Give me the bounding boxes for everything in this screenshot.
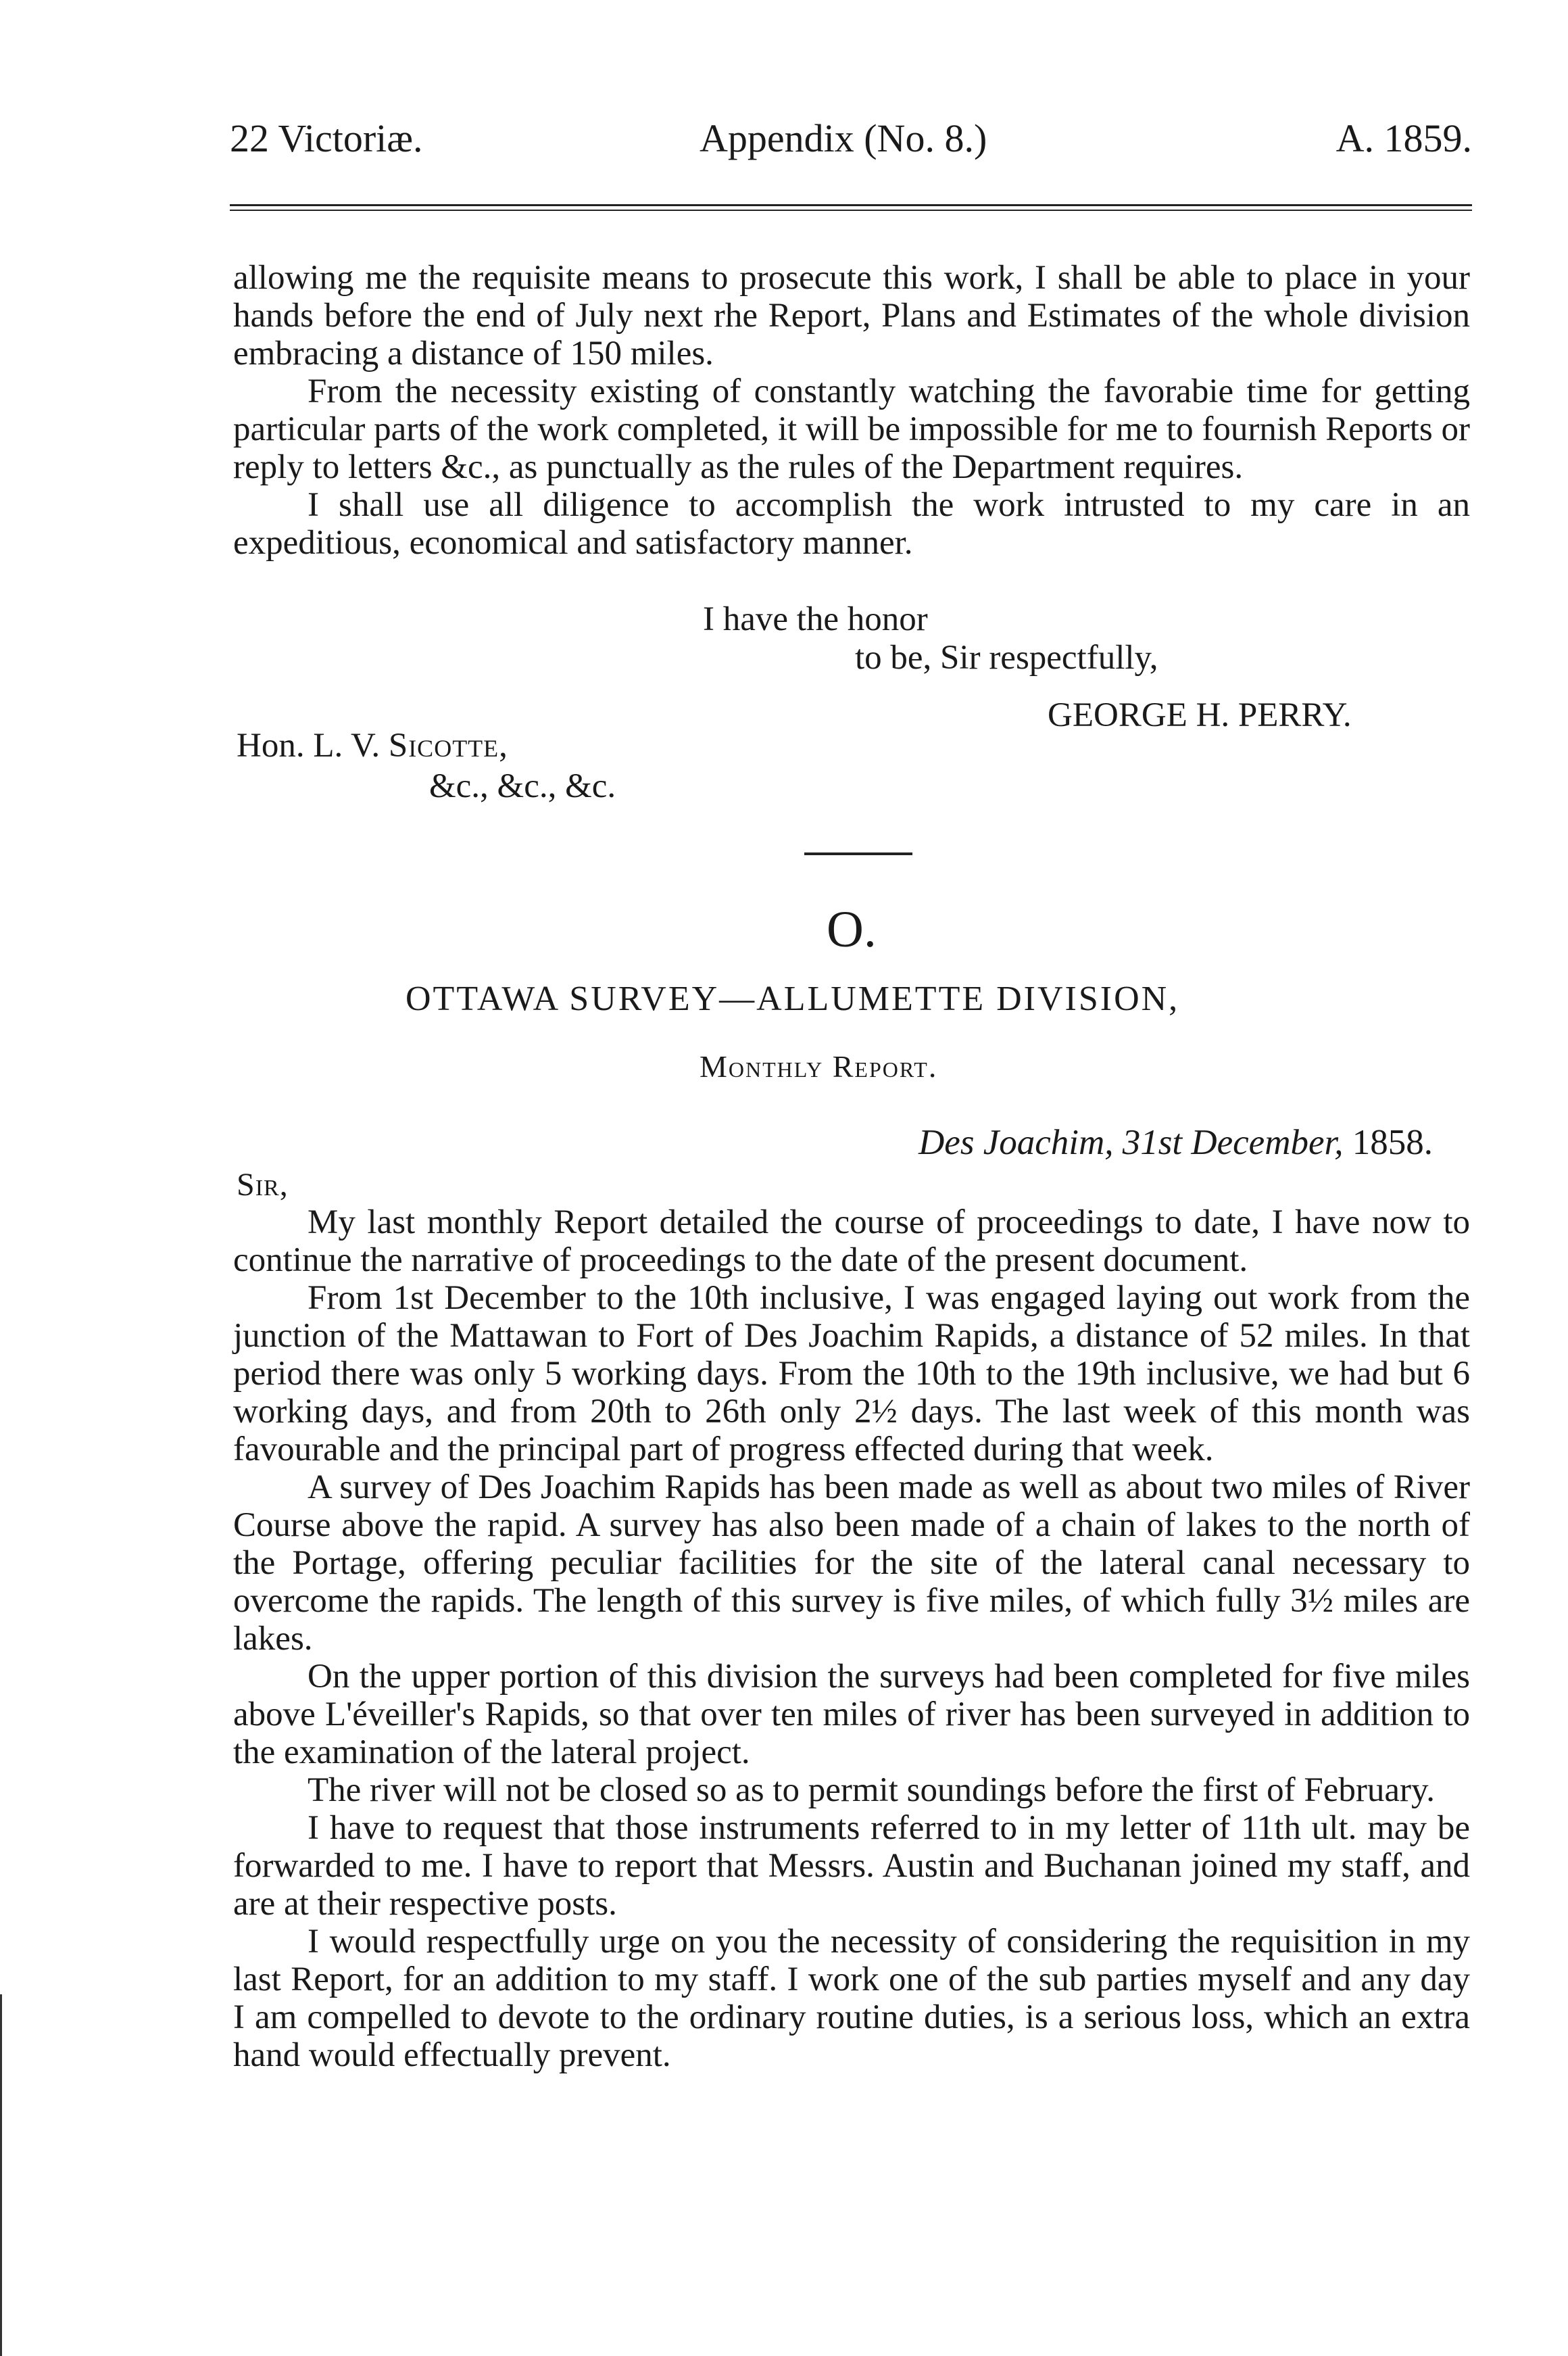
letter1-body <box>233 259 1470 562</box>
letter2-body <box>233 1203 1470 2074</box>
section-title: OTTAWA SURVEY—ALLUMETTE DIVISION, <box>406 980 1180 1018</box>
section-subtitle: Monthly Report. <box>700 1049 938 1084</box>
scan-edge-line <box>0 1994 2 2356</box>
letter2-paragraph: From 1st December to the 10th inclusive, I was engaged laying out work from the junction of the Mattawan to Fort of Des Joachim Rapids, a distance of 52 miles. In that period there was only 5 working days. From the 10th to the 19th inclusive, we had but 6 working days, and from 20th to 26th only 2½ days. The last week of this month was favourable and the principal part of progress effected during that week. <box>233 1279 1470 1468</box>
addressee-etc: &c., &c., &c. <box>429 767 616 805</box>
letter2-paragraph: I would respectfully urge on you the necessity of considering the requisition in my last Report, for an addition to my staff. I work one of the sub parties myself and any day I am compelled to devote to the ordinary routine duties, is a serious loss, which an extra hand would effectually prevent. <box>233 1923 1470 2074</box>
dateline-day: 31st December, <box>1122 1123 1344 1162</box>
letter1-paragraph: I shall use all diligence to accomplish the work intrusted to my care in an expeditious, economical and satisfactory manner. <box>233 486 1470 562</box>
header-appendix: Appendix (No. 8.) <box>700 116 987 160</box>
closing-honor: I have the honor <box>703 600 928 638</box>
letter1-paragraph: allowing me the requisite means to prosecute this work, I shall be able to place in your hands before the end of July next rhe Report, Plans and Estimates of the whole division embracing a distance of 150 miles. <box>233 259 1470 372</box>
addressee-prefix: Hon. L. V. <box>237 727 389 765</box>
letter1-paragraph: From the necessity existing of constantly watching the favorabie time for getting particular parts of the work completed, it will be impossible for me to fournish Reports or reply to letters &c., as punctually as the rules of the Department requires. <box>233 372 1470 486</box>
addressee-name: Sicotte, <box>388 727 508 765</box>
salutation: Sir, <box>237 1167 289 1203</box>
signature: GEORGE H. PERRY. <box>1048 696 1352 734</box>
header-year: A. 1859. <box>1336 116 1472 160</box>
section-letter: O. <box>827 901 877 958</box>
dateline-year: 1858. <box>1352 1123 1433 1162</box>
addressee-line <box>237 727 508 765</box>
letter2-paragraph: On the upper portion of this division the surveys had been completed for five miles above L'éveiller's Rapids, so that over ten miles of river has been surveyed in addition to the examination of the lateral project. <box>233 1658 1470 1771</box>
letter2-paragraph: A survey of Des Joachim Rapids has been made as well as about two miles of River Course above the rapid. A survey has also been made of a chain of lakes to the north of the Portage, offering peculiar facilities for the site of the lateral canal necessary to overcome the rapids. The length of this survey is five miles, of which fully 3½ miles are lakes. <box>233 1468 1470 1658</box>
dateline <box>918 1122 1433 1163</box>
section-divider <box>804 852 912 855</box>
closing-respectfully: to be, Sir respectfully, <box>855 639 1158 677</box>
dateline-place: Des Joachim, <box>918 1123 1114 1162</box>
running-header <box>230 108 1472 169</box>
letter2-paragraph: I have to request that those instruments referred to in my letter of 11th ult. may be forwarded to me. I have to report that Messrs. Austin and Buchanan joined my staff, and are at their respective posts. <box>233 1809 1470 1923</box>
header-double-rule <box>230 204 1472 211</box>
letter2-paragraph: The river will not be closed so as to permit soundings before the first of February. <box>308 1771 1435 1809</box>
letter2-paragraph: My last monthly Report detailed the course of proceedings to date, I have now to continue the narrative of proceedings to the date of the present document. <box>233 1203 1470 1279</box>
header-session: 22 Victoriæ. <box>230 116 423 160</box>
